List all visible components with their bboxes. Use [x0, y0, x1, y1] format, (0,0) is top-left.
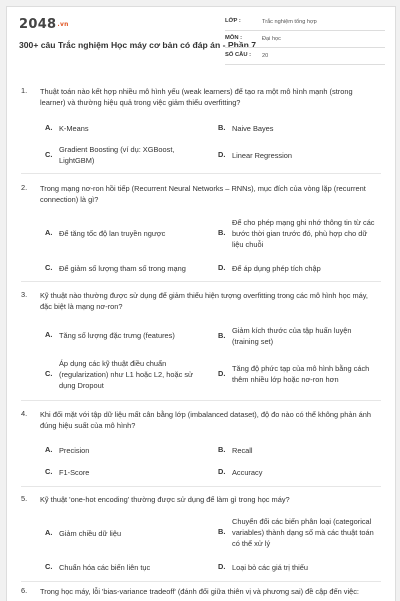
- option-text: Giảm chiều dữ liệu: [59, 529, 122, 538]
- meta-table: [225, 17, 385, 68]
- question-divider: [21, 281, 381, 282]
- option-text: Để áp dụng phép tích chập: [232, 264, 321, 273]
- question-text: Kỹ thuật nào thường được sử dụng để giảm thiểu hiện tượng overfitting trong các mô hình học máy, đặc biệt là mạng nơ-ron?: [40, 291, 368, 311]
- meta-value: Trắc nghiệm tổng hợp: [262, 18, 317, 25]
- question-text: Khi đối mặt với tập dữ liệu mất cân bằng lớp (imbalanced dataset), độ đo nào có thể không phản ánh đúng hiệu suất của mô hình?: [40, 410, 372, 430]
- option-letter: A.: [45, 123, 53, 132]
- question-number: 4.: [21, 409, 28, 418]
- option-letter: C.: [45, 263, 53, 272]
- question-number: 5.: [21, 494, 28, 503]
- question-number: 3.: [21, 290, 28, 299]
- site-logo[interactable]: [19, 17, 69, 32]
- option-letter: B.: [218, 527, 226, 536]
- meta-value: Đại học: [262, 35, 281, 42]
- question-text: Kỹ thuật 'one-hot encoding' thường được sử dụng để làm gì trong học máy?: [40, 495, 290, 504]
- option-text: Áp dụng các kỹ thuật điều chuẩn (regularization) như L1 hoặc L2, hoặc sử dụng Dropout: [59, 359, 193, 390]
- question-number: 1.: [21, 86, 28, 95]
- question-text: Trong học máy, lỗi 'bias-variance tradeoff' (đánh đổi giữa thiên vị và phương sai) đề cập đến việc:: [40, 587, 359, 596]
- option-text: Precision: [59, 446, 90, 455]
- option-letter: D.: [218, 467, 226, 476]
- option-text: Linear Regression: [232, 151, 292, 160]
- document-title: 300+ câu Trắc nghiệm Học máy cơ bản có đáp án - Phần 7: [19, 40, 257, 50]
- option-letter: C.: [45, 562, 53, 571]
- logo-suffix: .vn: [57, 21, 69, 28]
- option-text: Để cho phép mạng ghi nhớ thông tin từ các bước thời gian trước đó, phù hợp cho dữ liệu chuỗi: [232, 218, 375, 249]
- option-text: Để tăng tốc độ lan truyền ngược: [59, 229, 166, 238]
- option-text: Giảm kích thước của tập huấn luyện (training set): [232, 326, 352, 346]
- option-letter: D.: [218, 263, 226, 272]
- option-letter: B.: [218, 445, 226, 454]
- option-letter: C.: [45, 467, 53, 476]
- option-text: Tăng độ phức tạp của mô hình bằng cách thêm nhiều lớp hoặc nơ-ron hơn: [232, 364, 370, 384]
- option-text: Tăng số lượng đặc trưng (features): [59, 331, 175, 340]
- meta-value: 20: [262, 52, 269, 59]
- question-number: 2.: [21, 183, 28, 192]
- meta-key: SỐ CÂU :: [225, 52, 252, 58]
- question-text: Trong mạng nơ-ron hồi tiếp (Recurrent Neural Networks – RNNs), mục đích của vòng lặp (recurrent connection) là gì?: [40, 184, 366, 204]
- option-text: Recall: [232, 446, 253, 455]
- meta-row-count: [225, 51, 385, 65]
- option-letter: A.: [45, 330, 53, 339]
- meta-row-subject: [225, 34, 385, 48]
- logo-text: 2048: [19, 17, 57, 32]
- option-letter: B.: [218, 123, 226, 132]
- question-divider: [21, 486, 381, 487]
- option-text: Để giảm số lượng tham số trong mạng: [59, 264, 186, 273]
- option-text: Chuẩn hóa các biến liên tục: [59, 563, 151, 572]
- option-text: K-Means: [59, 124, 89, 133]
- option-letter: A.: [45, 228, 53, 237]
- option-letter: C.: [45, 369, 53, 378]
- question-number: 6.: [21, 586, 28, 595]
- question-divider: [21, 581, 381, 582]
- document-sheet: [6, 6, 396, 601]
- meta-key: MÔN :: [225, 35, 243, 41]
- option-letter: D.: [218, 562, 226, 571]
- option-text: Loại bỏ các giá trị thiếu: [232, 563, 309, 572]
- question-divider: [21, 400, 381, 401]
- question-text: Thuật toán nào kết hợp nhiều mô hình yếu (weak learners) để tạo ra một mô hình mạnh (strong learner) và thường hiệu quả trong việc giảm thiểu overfitting?: [40, 87, 353, 107]
- option-letter: B.: [218, 228, 226, 237]
- meta-row-class: [225, 17, 385, 31]
- option-letter: A.: [45, 445, 53, 454]
- option-text: F1-Score: [59, 468, 90, 477]
- option-letter: C.: [45, 150, 53, 159]
- document-header: [7, 7, 395, 69]
- option-text: Gradient Boosting (ví dụ: XGBoost, LightGBM): [59, 145, 175, 165]
- option-letter: B.: [218, 331, 226, 340]
- question-divider: [21, 173, 381, 174]
- option-letter: A.: [45, 528, 53, 537]
- meta-key: LỚP :: [225, 18, 241, 24]
- option-text: Accuracy: [232, 468, 263, 477]
- option-text: Chuyển đổi các biến phân loại (categorical variables) thành dạng số mà các thuật toán có thể xử lý: [232, 517, 374, 548]
- option-letter: D.: [218, 369, 226, 378]
- option-letter: D.: [218, 150, 226, 159]
- option-text: Naive Bayes: [232, 124, 274, 133]
